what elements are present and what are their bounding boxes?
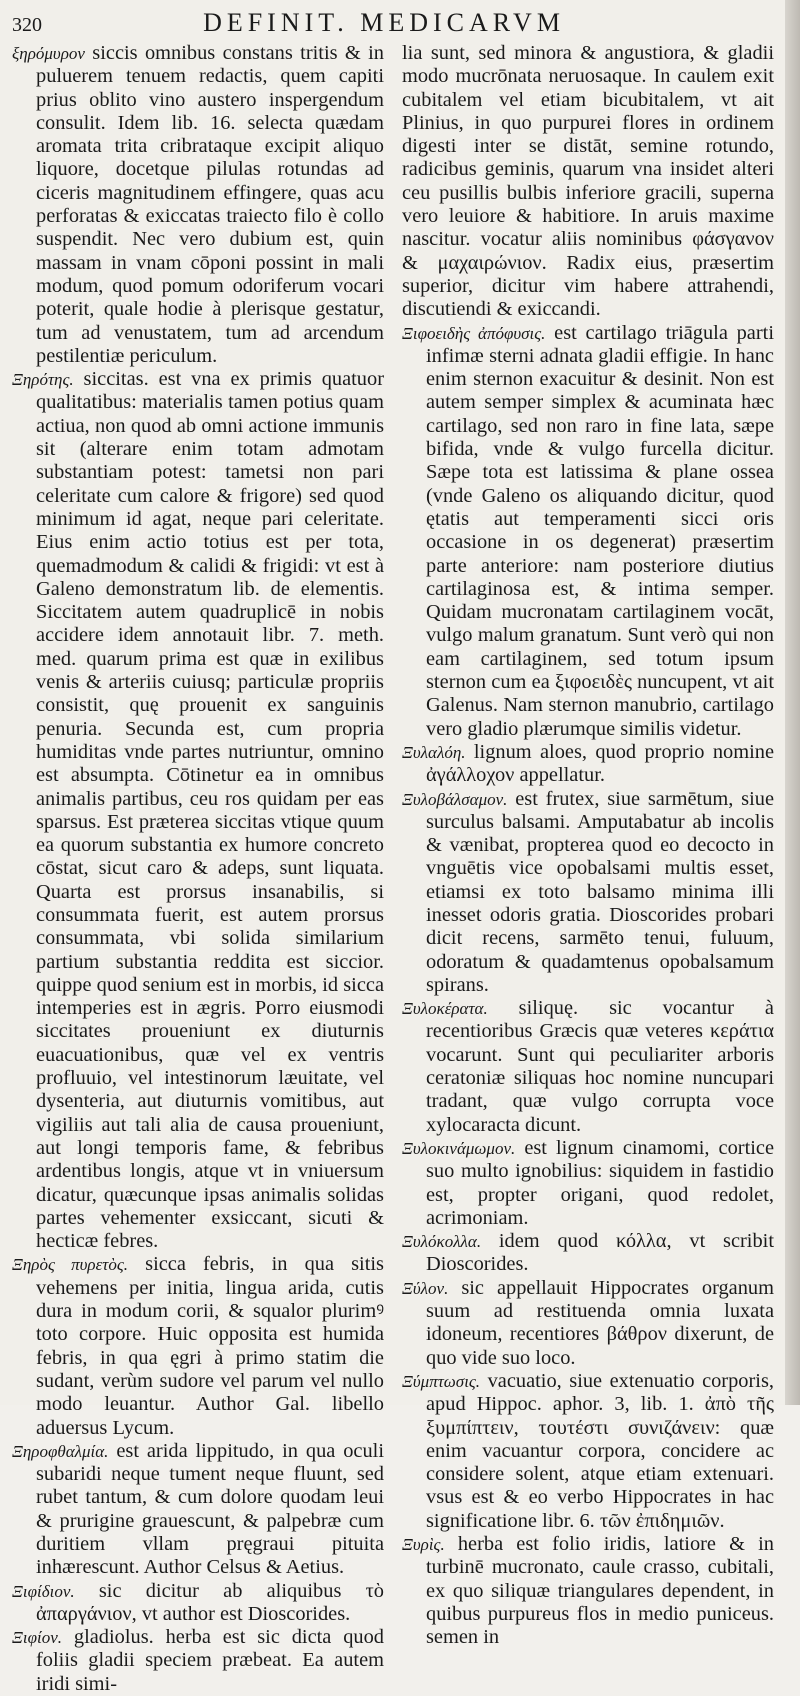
entry-text: gladiolus. herba est sic dicta quod foliis gladii speciem præbeat. Ea autem iridi simi- <box>36 1626 384 1695</box>
entry-headword: Ξυρὶς. <box>402 1535 445 1554</box>
right-column <box>402 42 774 1696</box>
text-columns <box>12 42 776 1696</box>
dictionary-entry <box>402 1370 774 1533</box>
page-number: 320 <box>12 14 42 36</box>
entry-text: lignum aloes, quod proprio nomine ἀγάλλοχον appellatur. <box>426 740 774 787</box>
entry-text: sic dicitur ab aliquibus τὸ ἀπαργάνιον, vt author est Dioscorides. <box>36 1579 384 1625</box>
dictionary-entry <box>402 42 774 322</box>
entry-text: sic appellauit Hippocrates organum suum ad restituenda omnia luxata idoneum, recentiores βάθρον dixerunt, de quo vide suo loco. <box>426 1276 774 1369</box>
entry-headword: Ξύλον. <box>402 1278 449 1298</box>
dictionary-entry <box>12 1626 384 1696</box>
entry-text: siccitas. est vna ex primis quatuor qualitatibus: materialis tamen potius quam actiua, non quod ab omni actione immunis sit (alterare enim totam admotam substantiam potest: tametsi non pari celeritate cum calore & frigore) sed quod minimum id agat, neque pari celeritate. Eius enim actio totius est per tota, quemadmodum & calidi & frigidi: vt est à Galeno demonstratum lib. de elementis. Siccitatem autem quadruplicē in nobis accidere idem annotauit libr. 7. meth. med. quarum prima est quæ in exilibus venis & arteriis cuiusq; particulæ propriis consistit, quę prouenit ex sanguinis penuria. Secunda est, cum propria humiditas vnde partes nutriuntur, omnino est absumpta. Cōtinetur ea in omnibus animalis partibus, ceu ros quidam per eas sparsus. Est præterea siccitas vtique quum ea quorum substantia ex humore concreto cōstat, sicut caro & adeps, sunt liquata. Quarta est prorsus insanabilis, si consummata fuerit, est autem prorsus consummata, vbi solida similarium partium substantia reddita est siccior. quippe quod senium est in morbis, id sicca intemperies est in ægris. Porro eiusmodi siccitates proueniunt ex diuturnis euacuationibus, quæ vel ex ventris profluuio, vel intestinorum læuitate, vel dysenteria, aut diuturnis vomitibus, aut vigiliis aut tali alia de causa proueniunt, aut longi temporis fame, & febribus ardentibus longis, atque vt in vniuersum dicatur, quæcunque ipsas animalis solidas partes vehementer exsiccant, sicuti & hecticæ febres. <box>36 368 384 1253</box>
entry-headword: Ξυλοβάλσαμον. <box>402 789 508 809</box>
dictionary-entry <box>402 322 774 741</box>
dictionary-entry <box>402 1277 774 1370</box>
entry-text: est frutex, siue sarmētum, siue surculus balsami. Amputabatur ab incolis & vænibat, propterea quod eo decocto in vnguētis vice opobalsami multis esset, etiamsi ex toto balsamo minima illi inesset odoris gratia. Dioscorides probari dicit recens, sarmēto tenui, fuluum, odoratum & quadamtenus opobalsamum spirans. <box>426 787 774 996</box>
entry-text: idem quod κόλλα, vt scribit Dioscorides. <box>426 1230 774 1276</box>
entry-text: sicca febris, in qua sitis vehemens per initia, lingua arida, cutis dura in modum corii, & squalor plurimꝰ toto corpore. Huic opposita est humida febris, in qua ęgri à primo statim die sudant, verùm sudore vel parum vel nullo modo leuantur. Author Gal. libello aduersus Lycum. <box>36 1253 384 1439</box>
page-binding-shadow <box>785 0 800 1405</box>
dictionary-entry <box>402 997 774 1137</box>
dictionary-entry <box>12 1440 384 1580</box>
entry-headword: Ξυλαλόη. <box>402 742 466 762</box>
dictionary-entry <box>12 368 384 1253</box>
entry-text: est lignum cinamomi, cortice suo multo ignobilius: siquidem in fastidio est, propter origani, quod redolet, acrimoniam. <box>426 1136 774 1229</box>
dictionary-entry <box>402 1533 774 1649</box>
entry-headword: Ξυλοκέρατα. <box>402 999 488 1019</box>
page-header <box>12 8 776 38</box>
entry-headword: Ξυλοκινάμωμον. <box>402 1138 516 1158</box>
entry-headword: Ξιφίον. <box>12 1628 63 1648</box>
entry-headword: Ξηρὸς πυρετὸς. <box>12 1255 129 1275</box>
entry-headword: Ξιφοειδὴς ἀπόφυσις. <box>402 323 546 343</box>
entry-text: siccis omnibus constans tritis & in puluerem tenuem redactis, quem capiti prius oblito vino austero inspergendum consulit. Idem lib. 16. selecta quædam aromata trita cribrataque excipit aliquo liquore, docetque pilulas rotundas ad ciceris magnitudinem effingere, quas acu perforatas & exiccatas traiecto filo è collo suspendit. Nec vero dubium est, quin massam in vnam cōponi possint in mali modum, quod pomum odoriferum vocari poterit, quale hodie à plerisque gestatur, tum ad venustatem, tum ad arcendum pestilentiæ periculum. <box>36 42 384 367</box>
dictionary-entry <box>12 1580 384 1627</box>
entry-text: est cartilago triāgula parti infimæ sterni adnata gladii effigie. In hanc enim sternon exacuitur & desinit. Non est autem semper simplex & acuminata hæc cartilago, sed non raro in fine lata, sæpe bifida, vnde & vulgo furcella dicitur. Sæpe tota est latissima & plane ossea (vnde Galeno os aliquando dicitur, quod ętatis aut temperamenti sicci oris occasione in os degenerat) præsertim parte anteriore: nam posteriore diutius cartilaginosa est, & intima semper. Quidam mucronatam cartilaginem vocāt, vulgo malum granatum. Sunt verò qui non eam cartilaginem, sed totum ipsum sternon cum ea ξιφοειδὲς nuncupent, vt ait Galenus. Nam sternon manubrio, cartilago vero gladio plærumque similis videtur. <box>426 321 774 740</box>
dictionary-entry <box>12 1253 384 1439</box>
dictionary-entry <box>402 1137 774 1230</box>
entry-headword: Ξυλόκολλα. <box>402 1232 482 1252</box>
entry-text: herba est folio iridis, latiore & in turbinē mucronato, caule crasso, cubitali, ex quo siliquæ triangulares dependent, in quibus purpureus flos in medio puniceus. semen in <box>426 1533 774 1649</box>
dictionary-entry <box>402 1230 774 1277</box>
entry-text: est arida lippitudo, in qua oculi subaridi neque tument neque fluunt, sed rubet tantum, & cum dolore quodam leui & prurigine grauescunt, & palpebræ cum duritiem vllam pręgraui pituita inhærescunt. Author Celsus & Aetius. <box>36 1439 384 1579</box>
entry-headword: ξηρόμυρον <box>12 44 85 63</box>
entry-headword: Ξιφίδιον. <box>12 1581 75 1601</box>
dictionary-entry <box>402 741 774 788</box>
entry-headword: Ξύμπτωσις. <box>402 1371 481 1391</box>
entry-headword: Ξηρότης. <box>12 370 74 390</box>
dictionary-entry <box>402 788 774 998</box>
running-head: DEFINIT. MEDICARVM <box>203 8 565 37</box>
entry-text: vacuatio, siue extenuatio corporis, apud Hippoc. aphor. 3, lib. 1. ἀπὸ τῆς ξυμπίπτειν, τουτέστι συνιζάνειν: quæ enim vacuantur corpora, concidere ac considere solent, atque etiam extenuari. vsus est & eo verbo Hippocrates in hac significatione libr. 6. τῶν ἐπιδημιῶν. <box>426 1369 774 1532</box>
entry-text: siliquę. sic vocantur à recentioribus Græcis quæ veteres κεράτια vocarunt. Sunt qui peculiariter arboris ceratoniæ siliquas hoc nomine nuncupari tradant, quæ vulgo corrupta voce xylocaracta dicunt. <box>426 997 774 1136</box>
entry-text: lia sunt, sed minora & angustiora, & gladii modo mucrōnata neruosaque. In caulem exit cubitalem vel etiam bicubitalem, vt ait Plinius, in quo purpurei flores in ordinem digesti inter se distāt, semine rotundo, radicibus geminis, quarum vna insidet alteri ceu pusillis bulbis inferiore gracili, superna vero leuiore & habitiore. In aruis maxime nascitur. vocatur aliis nominibus φάσγανον & μαχαιρώνιον. Radix eius, præsertim superior, dicitur vim habere attrahendi, discutiendi & exiccandi. <box>402 42 774 321</box>
left-column <box>12 42 384 1696</box>
entry-headword: Ξηροφθαλμία. <box>12 1441 109 1461</box>
dictionary-entry <box>12 42 384 368</box>
